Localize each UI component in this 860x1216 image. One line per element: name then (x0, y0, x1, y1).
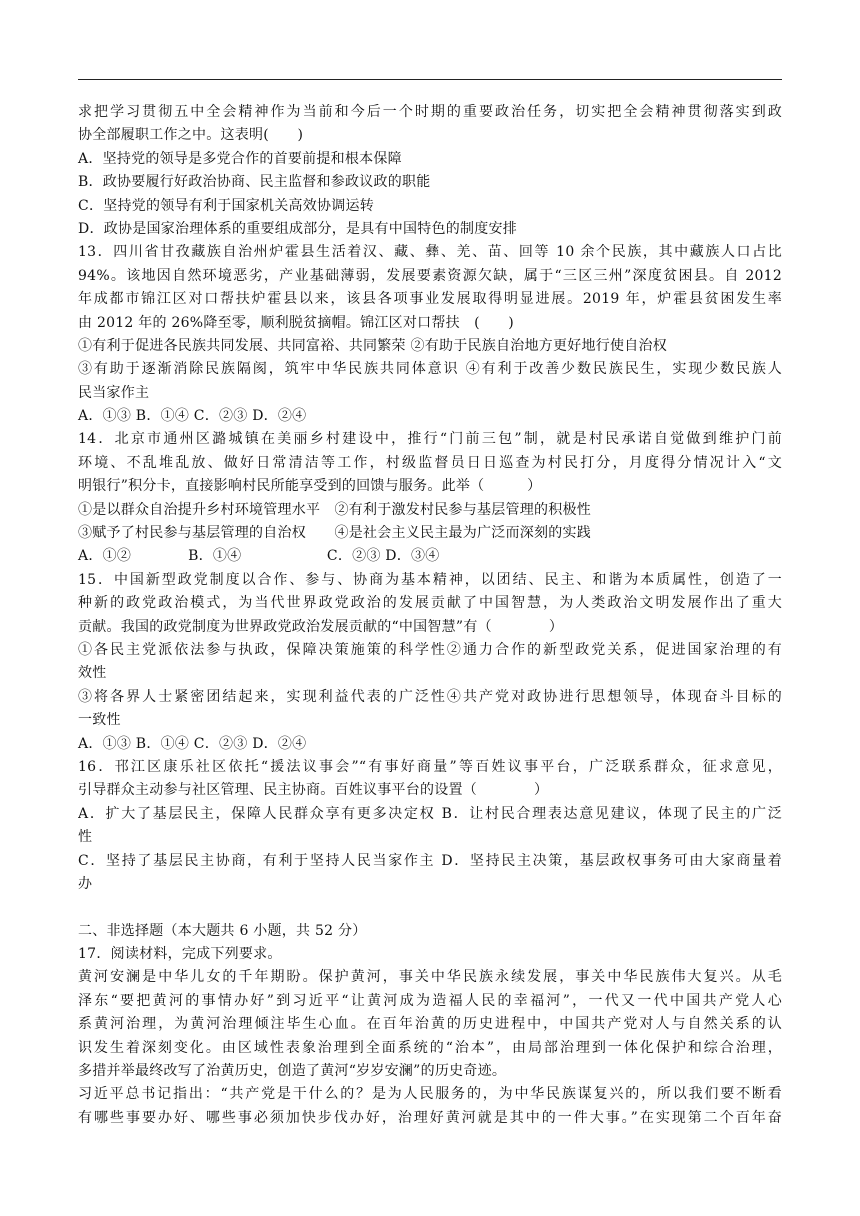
text-line: 办 (78, 875, 93, 892)
text-line: 多措并举最终改写了治黄历史，创造了黄河“岁岁安澜”的历史奇迹。 (78, 1063, 507, 1080)
blank-line (78, 896, 782, 919)
text-line: 明银行”积分卡，直接影响村民所能享受到的回馈与服务。此举（ ） (78, 478, 542, 495)
document-page (78, 0, 782, 1216)
text-line: ③赋予了村民参与基层管理的自治权 ④是社会主义民主最为广泛而深刻的实践 (78, 525, 591, 542)
text-line: C．坚持党的领导有利于国家机关高效协调运转 (78, 197, 374, 214)
text-line: 引导群众主动参与社区管理、民主协商。百姓议事平台的设置（ ） (78, 782, 549, 799)
text-line: 泽东“要把黄河的事情办好”到习近平“让黄河成为造福人民的幸福河”，一代又一代中国共产党人心 (78, 992, 782, 1009)
text-line: 年成都市锦江区对口帮扶炉霍县以来，该县各项事业发展取得明显进展。2019 年，炉霍县贫困发生率 (78, 291, 782, 308)
text-line: 17．阅读材料，完成下列要求。 (78, 946, 282, 963)
text-line: ①是以群众自治提升乡村环境管理水平 ②有利于激发村民参与基层管理的积极性 (78, 501, 591, 518)
text-line: ①有利于促进各民族共同发展、共同富裕、共同繁荣 ②有助于民族自治地方更好地行使自治权 (78, 337, 667, 354)
text-line: ①各民主党派依法参与执政，保障决策施策的科学性②通力合作的新型政党关系，促进国家治理的有 (78, 641, 782, 658)
text-line: D．政协是国家治理体系的重要组成部分，是具有中国特色的制度安排 (78, 220, 517, 237)
text-line: 一致性 (78, 712, 121, 729)
text-line: 识发生着深刻变化。由区域性表象治理到全面系统的“治本”，由局部治理到一体化保护和综合治理， (78, 1039, 782, 1056)
text-line: 协全部履职工作之中。这表明( ) (78, 127, 304, 144)
text-line: 环境、不乱堆乱放、做好日常清洁等工作，村级监督员日日巡查为村民打分，月度得分情况计入“文 (78, 454, 782, 471)
text-line: A．扩大了基层民主，保障人民群众享有更多决定权 B．让村民合理表达意见建议，体现了民主的广泛 (78, 805, 782, 822)
text-line: 性 (78, 829, 93, 846)
text-line: 15．中国新型政党制度以合作、参与、协商为基本精神，以团结、民主、和谐为本质属性，创造了一 (78, 571, 782, 588)
text-line: ③有助于逐渐消除民族隔阂，筑牢中华民族共同体意识 ④有利于改善少数民族民生，实现少数民族人 (78, 361, 782, 378)
text-line: B．政协要履行好政治协商、民主监督和参政议政的职能 (78, 174, 431, 191)
text-line: 黄河安澜是中华儿女的千年期盼。保护黄河，事关中华民族永续发展，事关中华民族伟大复兴。从毛 (78, 969, 782, 986)
text-line: 有哪些事要办好、哪些事必须加快步伐办好，治理好黄河就是其中的一件大事。”在实现第二个百年奋 (78, 1109, 782, 1126)
text-line: A．①③ B．①④ C．②③ D．②④ (78, 735, 307, 752)
document-body (78, 101, 782, 1130)
header-rule (78, 79, 782, 80)
text-line: 二、非选择题（本大题共 6 小题，共 52 分） (78, 922, 367, 939)
text-line: 14．北京市通州区潞城镇在美丽乡村建设中，推行“门前三包”制，就是村民承诺自觉做到维护门前 (78, 431, 782, 448)
text-line: C．坚持了基层民主协商，有利于坚持人民当家作主 D．坚持民主决策，基层政权事务可由大家商量着 (78, 852, 782, 869)
text-line: ③将各界人士紧密团结起来，实现利益代表的广泛性④共产党对政协进行思想领导，体现奋斗目标的 (78, 688, 782, 705)
text-line: 系黄河治理，为黄河治理倾注毕生心血。在百年治黄的历史进程中，中国共产党对人与自然关系的认 (78, 1016, 782, 1033)
text-line: 13．四川省甘孜藏族自治州炉霍县生活着汉、藏、彝、羌、苗、回等 10 余个民族，其中藏族人口占比 (78, 244, 782, 261)
text-line: 种新的政党政治模式，为当代世界政党政治的发展贡献了中国智慧，为人类政治文明发展作出了重大 (78, 595, 782, 612)
text-line: A．①③ B．①④ C．②③ D．②④ (78, 408, 307, 425)
text-line: 求把学习贯彻五中全会精神作为当前和今后一个时期的重要政治任务，切实把全会精神贯彻落实到政 (78, 104, 782, 120)
text-line: 民当家作主 (78, 384, 150, 401)
text-line: A．①② B．①④ C．②③ D．③④ (78, 548, 440, 565)
text-line: 效性 (78, 665, 107, 682)
text-line: 94%。该地因自然环境恶劣，产业基础薄弱，发展要素资源欠缺，属于“三区三州”深度贫困县。自 2012 (78, 267, 782, 284)
text-line: 习近平总书记指出：“共产党是干什么的？是为人民服务的，为中华民族谋复兴的，所以我们要不断看 (78, 1086, 782, 1103)
text-line: A．坚持党的领导是多党合作的首要前提和根本保障 (78, 150, 402, 167)
text-line: 由 2012 年的 26%降至零，顺利脱贫摘帽。锦江区对口帮扶 ( ) (78, 314, 515, 331)
text-line: 贡献。我国的政党制度为世界政党政治发展贡献的“中国智慧”有（ ） (78, 618, 564, 635)
text-line: 16．邗江区康乐社区依托“援法议事会”“有事好商量”等百姓议事平台，广泛联系群众，征求意见， (78, 758, 782, 775)
